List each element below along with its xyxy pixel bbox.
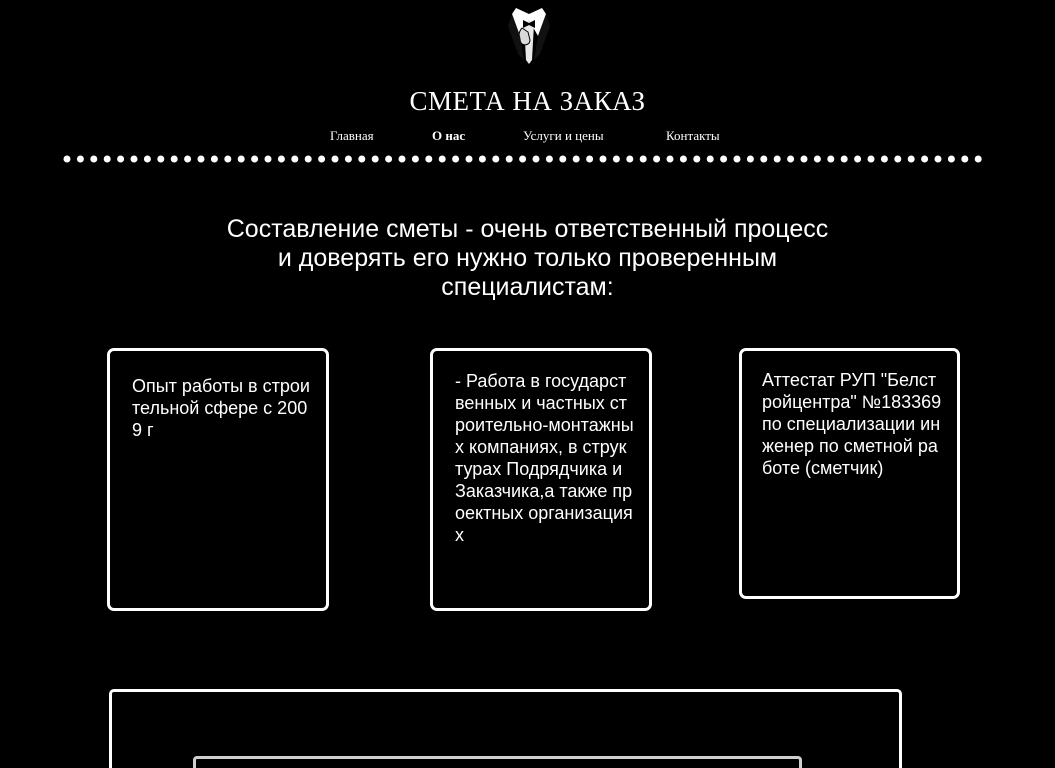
headline-line-3: специалистам: (441, 273, 614, 301)
card-text: Опыт работы в строительной сфере с 2009 г (132, 376, 310, 440)
headline-line-1: Составление сметы - очень ответственный процесс (226, 215, 829, 243)
nav-item-about[interactable]: О нас (432, 128, 466, 143)
work-history-card (430, 348, 652, 611)
page-headline (160, 215, 895, 302)
nav-item-services-prices[interactable]: Услуги и цены (523, 128, 604, 143)
nav-item-home[interactable]: Главная (330, 128, 374, 143)
main-nav (0, 128, 1055, 146)
card-text: Аттестат РУП "Белстройцентра" №183369 по специализации инженер по сметной работе (сметчик) (762, 370, 942, 478)
nav-item-contacts[interactable]: Контакты (666, 128, 720, 143)
headline-line-2: и доверять его нужно только проверенным (277, 244, 778, 272)
inner-panel (193, 756, 802, 768)
site-title: СМЕТА НА ЗАКАЗ (409, 86, 646, 116)
tuxedo-bowtie-icon[interactable] (506, 6, 552, 66)
dotted-divider (62, 154, 992, 164)
card-text: - Работа в государственных и частных строительно-монтажных компаниях, в структурах Подрядчика и Заказчика,а также проектных организациях (455, 371, 634, 545)
experience-card (107, 348, 329, 611)
certificate-card (739, 348, 960, 599)
